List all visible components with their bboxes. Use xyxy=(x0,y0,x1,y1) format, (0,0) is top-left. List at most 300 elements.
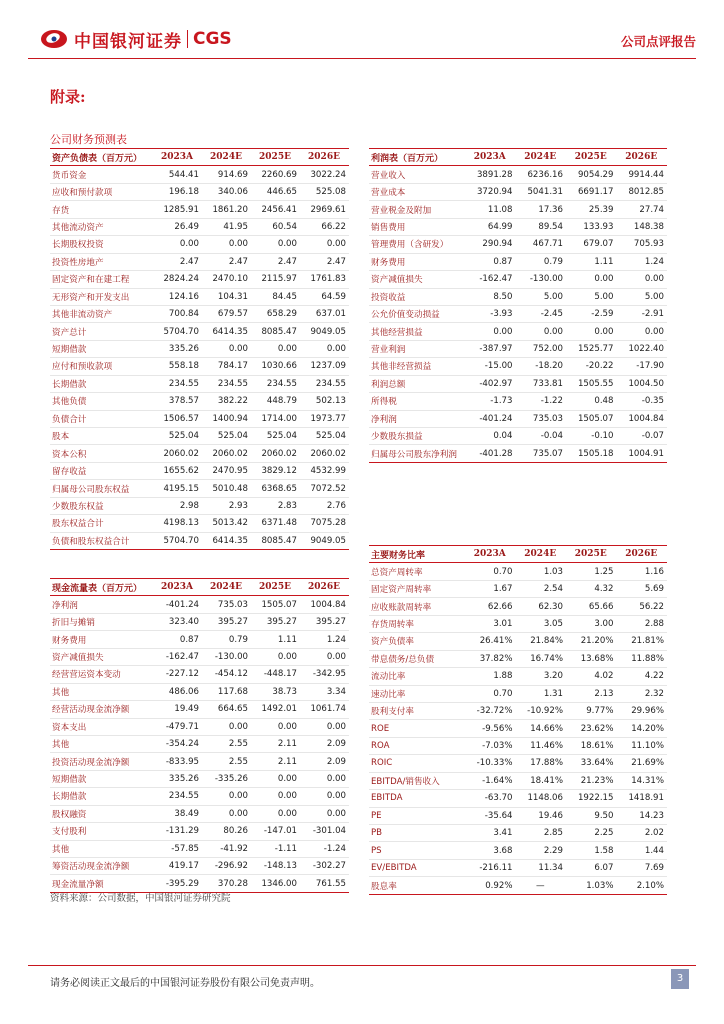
cell-value: 525.04 xyxy=(300,428,349,445)
row-label: 筹资活动现金流净额 xyxy=(50,858,153,875)
cell-value: 3.68 xyxy=(465,842,516,859)
row-label: ROA xyxy=(369,737,465,754)
year-header: 2024E xyxy=(516,546,567,563)
table-row xyxy=(369,323,667,340)
cell-value: 234.55 xyxy=(153,788,202,805)
table-row xyxy=(369,790,667,807)
cell-value: -0.04 xyxy=(516,428,567,445)
row-label: 营业收入 xyxy=(369,166,465,183)
cell-value: 89.54 xyxy=(516,218,567,235)
cell-value: 1492.01 xyxy=(251,701,300,718)
cell-value: 56.22 xyxy=(617,598,668,615)
cell-value: 1506.57 xyxy=(153,410,202,427)
row-label: 存货 xyxy=(50,201,153,218)
cell-value: 11.46% xyxy=(516,737,567,754)
cell-value: 2060.02 xyxy=(300,445,349,462)
table-row xyxy=(369,375,667,392)
cell-value: 6414.35 xyxy=(202,323,251,340)
row-label: 其他经营损益 xyxy=(369,323,465,340)
cell-value: 23.62% xyxy=(566,720,617,737)
cell-value: 5704.70 xyxy=(153,532,202,549)
table-row xyxy=(369,288,667,305)
row-label: ROIC xyxy=(369,755,465,772)
cell-value: 2824.24 xyxy=(153,271,202,288)
cell-value: 335.26 xyxy=(153,340,202,357)
cell-value: 0.00 xyxy=(300,788,349,805)
table-row xyxy=(369,428,667,445)
row-label: 股息率 xyxy=(369,877,465,894)
cell-value: -20.22 xyxy=(566,358,617,375)
row-label: 其他 xyxy=(50,840,153,857)
cell-value: -401.28 xyxy=(465,445,516,462)
cell-value: 2.02 xyxy=(617,825,668,842)
cell-value: 0.00 xyxy=(251,236,300,253)
cell-value: 733.81 xyxy=(516,375,567,392)
table-title: 现金流量表（百万元） xyxy=(50,579,153,596)
balance-sheet-table xyxy=(50,148,349,550)
table-row xyxy=(50,613,349,630)
row-label: 其他负债 xyxy=(50,393,153,410)
row-label: PE xyxy=(369,807,465,824)
cell-value: 3.34 xyxy=(300,683,349,700)
cell-value: 1346.00 xyxy=(251,875,300,892)
cell-value: 0.70 xyxy=(465,685,516,702)
cell-value: 679.07 xyxy=(566,236,617,253)
cell-value: 62.66 xyxy=(465,598,516,615)
cell-value: 2470.10 xyxy=(202,271,251,288)
cell-value: -63.70 xyxy=(465,790,516,807)
cell-value: 117.68 xyxy=(202,683,251,700)
table-header-row xyxy=(50,149,349,166)
cell-value: 8.50 xyxy=(465,288,516,305)
table-row xyxy=(50,631,349,648)
cell-value: 16.74% xyxy=(516,650,567,667)
year-header: 2026E xyxy=(300,149,349,166)
cell-value: 2.32 xyxy=(617,685,668,702)
row-label: 长期借款 xyxy=(50,788,153,805)
cell-value: 3720.94 xyxy=(465,183,516,200)
row-label: 财务费用 xyxy=(50,631,153,648)
cell-value: -387.97 xyxy=(465,340,516,357)
cell-value: 290.94 xyxy=(465,236,516,253)
cell-value: -162.47 xyxy=(465,271,516,288)
cell-value: 1.11 xyxy=(251,631,300,648)
cell-value: 2.88 xyxy=(617,615,668,632)
cell-value: 104.31 xyxy=(202,288,251,305)
row-label: 归属母公司股东权益 xyxy=(50,480,153,497)
table-row xyxy=(369,668,667,685)
cell-value: 2.47 xyxy=(153,253,202,270)
cell-value: 1.16 xyxy=(617,563,668,580)
table-row xyxy=(369,410,667,427)
table-row xyxy=(369,685,667,702)
table-row xyxy=(369,393,667,410)
brand-separator xyxy=(187,30,188,48)
table-row xyxy=(50,701,349,718)
cell-value: 64.59 xyxy=(300,288,349,305)
cell-value: 133.93 xyxy=(566,218,617,235)
row-label: 财务费用 xyxy=(369,253,465,270)
cell-value: 9054.29 xyxy=(566,166,617,183)
cell-value: 2.29 xyxy=(516,842,567,859)
cell-value: 395.27 xyxy=(202,613,251,630)
table-row xyxy=(369,236,667,253)
cell-value: 1.88 xyxy=(465,668,516,685)
cell-value: 0.87 xyxy=(153,631,202,648)
table-row xyxy=(369,598,667,615)
row-label: 折旧与摊销 xyxy=(50,613,153,630)
cell-value: 1061.74 xyxy=(300,701,349,718)
cell-value: 5.00 xyxy=(566,288,617,305)
cell-value: 2.10% xyxy=(617,877,668,894)
income-statement-table xyxy=(369,148,667,463)
cell-value: 3.20 xyxy=(516,668,567,685)
row-label: 资产减值损失 xyxy=(369,271,465,288)
table-row xyxy=(50,201,349,218)
table-row xyxy=(369,166,667,183)
cell-value: -0.07 xyxy=(617,428,668,445)
cell-value: 64.99 xyxy=(465,218,516,235)
cell-value: 14.20% xyxy=(617,720,668,737)
cell-value: 395.27 xyxy=(251,613,300,630)
cell-value: -9.56% xyxy=(465,720,516,737)
cell-value: 0.92% xyxy=(465,877,516,894)
cell-value: 0.00 xyxy=(202,805,251,822)
table-row xyxy=(50,497,349,514)
cell-value: 6236.16 xyxy=(516,166,567,183)
cell-value: 1400.94 xyxy=(202,410,251,427)
table-header-row xyxy=(369,149,667,166)
cell-value: -302.27 xyxy=(300,858,349,875)
year-header: 2024E xyxy=(202,149,251,166)
row-label: 投资性房地产 xyxy=(50,253,153,270)
cell-value: -296.92 xyxy=(202,858,251,875)
row-label: 现金流量净额 xyxy=(50,875,153,892)
cell-value: 41.95 xyxy=(202,218,251,235)
cell-value: 395.27 xyxy=(300,613,349,630)
cell-value: 9.50 xyxy=(566,807,617,824)
cell-value: -833.95 xyxy=(153,753,202,770)
cell-value: -148.13 xyxy=(251,858,300,875)
cell-value: -35.64 xyxy=(465,807,516,824)
cell-value: 8085.47 xyxy=(251,532,300,549)
cell-value: 1861.20 xyxy=(202,201,251,218)
table-title: 利润表（百万元） xyxy=(369,149,465,166)
cell-value: 2456.41 xyxy=(251,201,300,218)
cell-value: 3.05 xyxy=(516,615,567,632)
cell-value: -10.33% xyxy=(465,755,516,772)
cell-value: 0.00 xyxy=(566,271,617,288)
cell-value: 752.00 xyxy=(516,340,567,357)
row-label: 资产减值损失 xyxy=(50,648,153,665)
cell-value: 66.22 xyxy=(300,218,349,235)
cell-value: 735.07 xyxy=(516,445,567,462)
cell-value: 148.38 xyxy=(617,218,668,235)
cell-value: 5704.70 xyxy=(153,323,202,340)
financial-ratios-table xyxy=(369,545,667,895)
row-label: 经营活动现金流净额 xyxy=(50,701,153,718)
table-row xyxy=(369,563,667,580)
footer-divider xyxy=(28,965,696,966)
cell-value: 11.10% xyxy=(617,737,668,754)
row-label: 公允价值变动损益 xyxy=(369,305,465,322)
year-header: 2025E xyxy=(251,579,300,596)
cell-value: 1004.91 xyxy=(617,445,668,462)
cell-value: 1.24 xyxy=(617,253,668,270)
cell-value: 9.77% xyxy=(566,702,617,719)
cell-value: 17.36 xyxy=(516,201,567,218)
cell-value: 84.45 xyxy=(251,288,300,305)
row-label: 负债和股东权益合计 xyxy=(50,532,153,549)
row-label: 营业成本 xyxy=(369,183,465,200)
row-label: 负债合计 xyxy=(50,410,153,427)
cell-value: 1022.40 xyxy=(617,340,668,357)
cell-value: 2.25 xyxy=(566,825,617,842)
table-row xyxy=(369,825,667,842)
cell-value: 9049.05 xyxy=(300,323,349,340)
cell-value: 2060.02 xyxy=(251,445,300,462)
cell-value: 124.16 xyxy=(153,288,202,305)
table-title: 主要财务比率 xyxy=(369,546,465,563)
brand-name-cn: 中国银河证券 xyxy=(74,31,182,52)
cell-value: 62.30 xyxy=(516,598,567,615)
row-label: 固定资产和在建工程 xyxy=(50,271,153,288)
row-label: 股东权益合计 xyxy=(50,515,153,532)
table-row xyxy=(50,480,349,497)
table-row xyxy=(50,375,349,392)
cell-value: 65.66 xyxy=(566,598,617,615)
cell-value: 1.67 xyxy=(465,580,516,597)
cell-value: -147.01 xyxy=(251,823,300,840)
galaxy-logo-icon xyxy=(40,28,68,50)
cell-value: 0.00 xyxy=(153,236,202,253)
cell-value: 6691.17 xyxy=(566,183,617,200)
table-row xyxy=(50,805,349,822)
table-row xyxy=(50,770,349,787)
table-row xyxy=(369,650,667,667)
cell-value: -227.12 xyxy=(153,666,202,683)
cell-value: 60.54 xyxy=(251,218,300,235)
cell-value: 2060.02 xyxy=(202,445,251,462)
cell-value: 5013.42 xyxy=(202,515,251,532)
cell-value: 5.00 xyxy=(516,288,567,305)
cell-value: 664.65 xyxy=(202,701,251,718)
cell-value: 700.84 xyxy=(153,305,202,322)
cell-value: -454.12 xyxy=(202,666,251,683)
cell-value: 26.41% xyxy=(465,633,516,650)
cell-value: 784.17 xyxy=(202,358,251,375)
cell-value: 705.93 xyxy=(617,236,668,253)
table-row xyxy=(50,532,349,549)
cell-value: 1004.84 xyxy=(617,410,668,427)
disclaimer: 请务必阅读正文最后的中国银河证券股份有限公司免责声明。 xyxy=(50,978,320,989)
cell-value: 26.49 xyxy=(153,218,202,235)
row-label: 营业税金及附加 xyxy=(369,201,465,218)
cell-value: 0.00 xyxy=(251,648,300,665)
cell-value: -402.97 xyxy=(465,375,516,392)
cell-value: 502.13 xyxy=(300,393,349,410)
row-label: PS xyxy=(369,842,465,859)
table-row xyxy=(50,236,349,253)
table-row xyxy=(369,201,667,218)
cell-value: 2.98 xyxy=(153,497,202,514)
row-label: 存货周转率 xyxy=(369,615,465,632)
cell-value: 1030.66 xyxy=(251,358,300,375)
cell-value: 0.87 xyxy=(465,253,516,270)
cell-value: 4.02 xyxy=(566,668,617,685)
cell-value: 419.17 xyxy=(153,858,202,875)
cell-value: 1004.50 xyxy=(617,375,668,392)
cell-value: 18.41% xyxy=(516,772,567,789)
cell-value: -2.91 xyxy=(617,305,668,322)
cell-value: 382.22 xyxy=(202,393,251,410)
cell-value: 29.96% xyxy=(617,702,668,719)
row-label: 固定资产周转率 xyxy=(369,580,465,597)
table-header-row xyxy=(369,546,667,563)
cell-value: 558.18 xyxy=(153,358,202,375)
table-row xyxy=(369,615,667,632)
cell-value: -17.90 xyxy=(617,358,668,375)
table-row xyxy=(50,753,349,770)
year-header: 2025E xyxy=(566,149,617,166)
cell-value: 0.00 xyxy=(300,805,349,822)
table-row xyxy=(50,788,349,805)
cell-value: -3.93 xyxy=(465,305,516,322)
row-label: 速动比率 xyxy=(369,685,465,702)
cell-value: 2115.97 xyxy=(251,271,300,288)
cell-value: -18.20 xyxy=(516,358,567,375)
row-label: 资本公积 xyxy=(50,445,153,462)
cell-value: 340.06 xyxy=(202,183,251,200)
cell-value: 1525.77 xyxy=(566,340,617,357)
table-row xyxy=(50,166,349,183)
cell-value: 1.11 xyxy=(566,253,617,270)
cell-value: -0.35 xyxy=(617,393,668,410)
cell-value: -0.10 xyxy=(566,428,617,445)
table-row xyxy=(50,288,349,305)
cell-value: 14.23 xyxy=(617,807,668,824)
table-row xyxy=(50,462,349,479)
cell-value: 7072.52 xyxy=(300,480,349,497)
cell-value: 234.55 xyxy=(251,375,300,392)
cell-value: 2969.61 xyxy=(300,201,349,218)
table-row xyxy=(50,823,349,840)
row-label: 应收和预付款项 xyxy=(50,183,153,200)
cell-value: -2.59 xyxy=(566,305,617,322)
cell-value: 2.13 xyxy=(566,685,617,702)
cell-value: 637.01 xyxy=(300,305,349,322)
cell-value: 378.57 xyxy=(153,393,202,410)
cell-value: 544.41 xyxy=(153,166,202,183)
table-row xyxy=(50,445,349,462)
cell-value: 2.76 xyxy=(300,497,349,514)
cell-value: 2.93 xyxy=(202,497,251,514)
cell-value: 6371.48 xyxy=(251,515,300,532)
cell-value: 2260.69 xyxy=(251,166,300,183)
row-label: 投资活动现金流净额 xyxy=(50,753,153,770)
cell-value: 2.55 xyxy=(202,735,251,752)
cell-value: 1655.62 xyxy=(153,462,202,479)
cell-value: -7.03% xyxy=(465,737,516,754)
row-label: 管理费用（含研发） xyxy=(369,236,465,253)
row-label: 销售费用 xyxy=(369,218,465,235)
cell-value: 21.20% xyxy=(566,633,617,650)
cell-value: 2.85 xyxy=(516,825,567,842)
cell-value: 33.64% xyxy=(566,755,617,772)
cell-value: 0.04 xyxy=(465,428,516,445)
year-header: 2024E xyxy=(516,149,567,166)
cell-value: -335.26 xyxy=(202,770,251,787)
header-divider xyxy=(28,58,696,59)
cell-value: 27.74 xyxy=(617,201,668,218)
row-label: 股本 xyxy=(50,428,153,445)
cell-value: 21.69% xyxy=(617,755,668,772)
row-label: 所得税 xyxy=(369,393,465,410)
cell-value: -301.04 xyxy=(300,823,349,840)
cell-value: 0.00 xyxy=(202,236,251,253)
cell-value: 2.54 xyxy=(516,580,567,597)
table-row xyxy=(369,580,667,597)
cell-value: 1.03% xyxy=(566,877,617,894)
cell-value: 1285.91 xyxy=(153,201,202,218)
cell-value: 2.09 xyxy=(300,735,349,752)
year-header: 2026E xyxy=(300,579,349,596)
cell-value: 3.01 xyxy=(465,615,516,632)
year-header: 2023A xyxy=(153,579,202,596)
forecast-title: 公司财务预测表 xyxy=(50,133,127,146)
row-label: EBITDA xyxy=(369,790,465,807)
cell-value: 0.00 xyxy=(251,805,300,822)
cell-value: 234.55 xyxy=(202,375,251,392)
row-label: 其他 xyxy=(50,683,153,700)
table-row xyxy=(50,253,349,270)
cell-value: 4.22 xyxy=(617,668,668,685)
row-label: 无形资产和开发支出 xyxy=(50,288,153,305)
cell-value: 486.06 xyxy=(153,683,202,700)
cell-value: 658.29 xyxy=(251,305,300,322)
cell-value: 4195.15 xyxy=(153,480,202,497)
table-row xyxy=(369,877,667,894)
page-header xyxy=(0,0,724,56)
cell-value: 446.65 xyxy=(251,183,300,200)
page-number: 3 xyxy=(671,969,689,989)
row-label: 净利润 xyxy=(369,410,465,427)
table-row xyxy=(50,648,349,665)
cell-value: 0.00 xyxy=(202,340,251,357)
row-label: 营业利润 xyxy=(369,340,465,357)
cell-value: -401.24 xyxy=(465,410,516,427)
cell-value: 11.34 xyxy=(516,859,567,876)
cell-value: 0.79 xyxy=(516,253,567,270)
cell-value: 5010.48 xyxy=(202,480,251,497)
cell-value: 0.00 xyxy=(617,323,668,340)
cell-value: 1.58 xyxy=(566,842,617,859)
row-label: 总资产周转率 xyxy=(369,563,465,580)
cell-value: 448.79 xyxy=(251,393,300,410)
cell-value: 679.57 xyxy=(202,305,251,322)
cell-value: -57.85 xyxy=(153,840,202,857)
year-header: 2023A xyxy=(465,546,516,563)
table-row xyxy=(50,323,349,340)
table-row xyxy=(50,718,349,735)
cell-value: 1418.91 xyxy=(617,790,668,807)
row-label: 股利支付率 xyxy=(369,702,465,719)
cell-value: 2.47 xyxy=(300,253,349,270)
cell-value: 234.55 xyxy=(300,375,349,392)
table-row xyxy=(50,596,349,613)
table-row xyxy=(369,445,667,462)
table-row xyxy=(369,271,667,288)
